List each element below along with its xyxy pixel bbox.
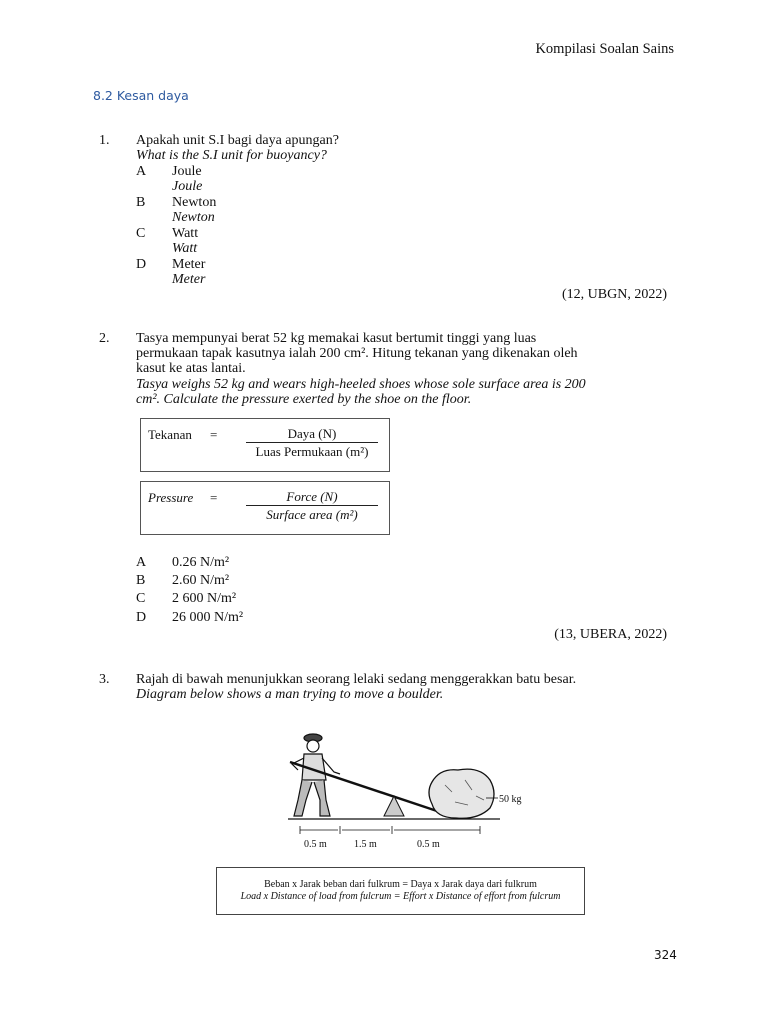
formula-box-ms: [140, 418, 390, 472]
question-reference: (13, UBERA, 2022): [554, 627, 667, 642]
formula-lhs: Tekanan: [148, 427, 192, 442]
fraction-bar: [246, 442, 378, 443]
option-letter: B: [136, 573, 146, 588]
option-value: 2.60 N/m²: [172, 573, 230, 588]
question-text-ms: Apakah unit S.I bagi daya apungan?: [136, 133, 339, 148]
option-value: 0.26 N/m²: [172, 555, 230, 570]
formula-denominator: Luas Permukaan (m²): [255, 444, 369, 459]
option-text-en: Watt: [172, 241, 198, 256]
formula-lhs: Pressure: [148, 490, 194, 505]
formula-equals: =: [210, 490, 218, 505]
distance-label-3: 0.5 m: [417, 839, 440, 850]
question-reference: (12, UBGN, 2022): [562, 287, 667, 302]
question-number: 1.: [99, 133, 110, 148]
boulder-icon: [429, 769, 494, 818]
formula-box-en: [140, 481, 390, 535]
formula-numerator: Force (N): [286, 489, 338, 504]
principle-box: [216, 867, 585, 915]
question-text-en: What is the S.I unit for buoyancy?: [136, 148, 327, 163]
option-letter: A: [136, 555, 147, 570]
principle-text-ms: Beban x Jarak beban dari fulkrum = Daya x Jarak daya dari fulkrum: [264, 879, 537, 890]
question-text-en: Diagram below shows a man trying to move a boulder.: [136, 687, 444, 702]
option-letter: C: [136, 226, 146, 241]
question-number: 2.: [99, 331, 110, 346]
question-text-ms-line: permukaan tapak kasutnya ialah 200 cm². Hitung tekanan yang dikenakan oleh: [136, 346, 578, 361]
option-text-en: Meter: [172, 272, 206, 287]
page-number: 324: [654, 948, 677, 962]
lever-bar: [290, 762, 440, 812]
option-letter: D: [136, 610, 147, 625]
formula-numerator: Daya (N): [287, 426, 337, 441]
mass-label: 50 kg: [499, 794, 522, 805]
question-text-en-line: Tasya weighs 52 kg and wears high-heeled shoes whose sole surface area is 200: [136, 377, 586, 392]
distance-markers: [300, 826, 480, 834]
fraction-bar: [246, 505, 378, 506]
question-text-ms-line: Tasya mempunyai berat 52 kg memakai kasut bertumit tinggi yang luas: [136, 331, 537, 346]
formula-denominator: Surface area (m²): [266, 507, 358, 522]
formula-equals: =: [210, 427, 218, 442]
option-value: 2 600 N/m²: [172, 591, 237, 606]
question-text-en-line: cm². Calculate the pressure exerted by the shoe on the floor.: [136, 392, 472, 407]
question-number: 3.: [99, 672, 110, 687]
question-text-ms-line: kasut ke atas lantai.: [136, 361, 246, 376]
option-letter: C: [136, 591, 146, 606]
option-text-ms: Watt: [172, 226, 199, 241]
option-value: 26 000 N/m²: [172, 610, 244, 625]
option-letter: D: [136, 257, 147, 272]
section-title: 8.2 Kesan daya: [93, 88, 189, 103]
question-text-ms: Rajah di bawah menunjukkan seorang lelaki sedang menggerakkan batu besar.: [136, 672, 577, 687]
option-text-ms: Joule: [172, 164, 202, 179]
option-text-en: Newton: [172, 210, 215, 225]
page-header-title: Kompilasi Soalan Sains: [535, 41, 674, 57]
principle-text-en: Load x Distance of load from fulcrum = Effort x Distance of effort from fulcrum: [240, 891, 561, 902]
option-letter: A: [136, 164, 147, 179]
distance-label-2: 1.5 m: [354, 839, 377, 850]
option-text-en: Joule: [172, 179, 203, 194]
option-letter: B: [136, 195, 146, 210]
option-text-ms: Newton: [172, 195, 217, 210]
distance-label-1: 0.5 m: [304, 839, 327, 850]
option-text-ms: Meter: [172, 257, 206, 272]
lever-diagram: [280, 720, 570, 860]
